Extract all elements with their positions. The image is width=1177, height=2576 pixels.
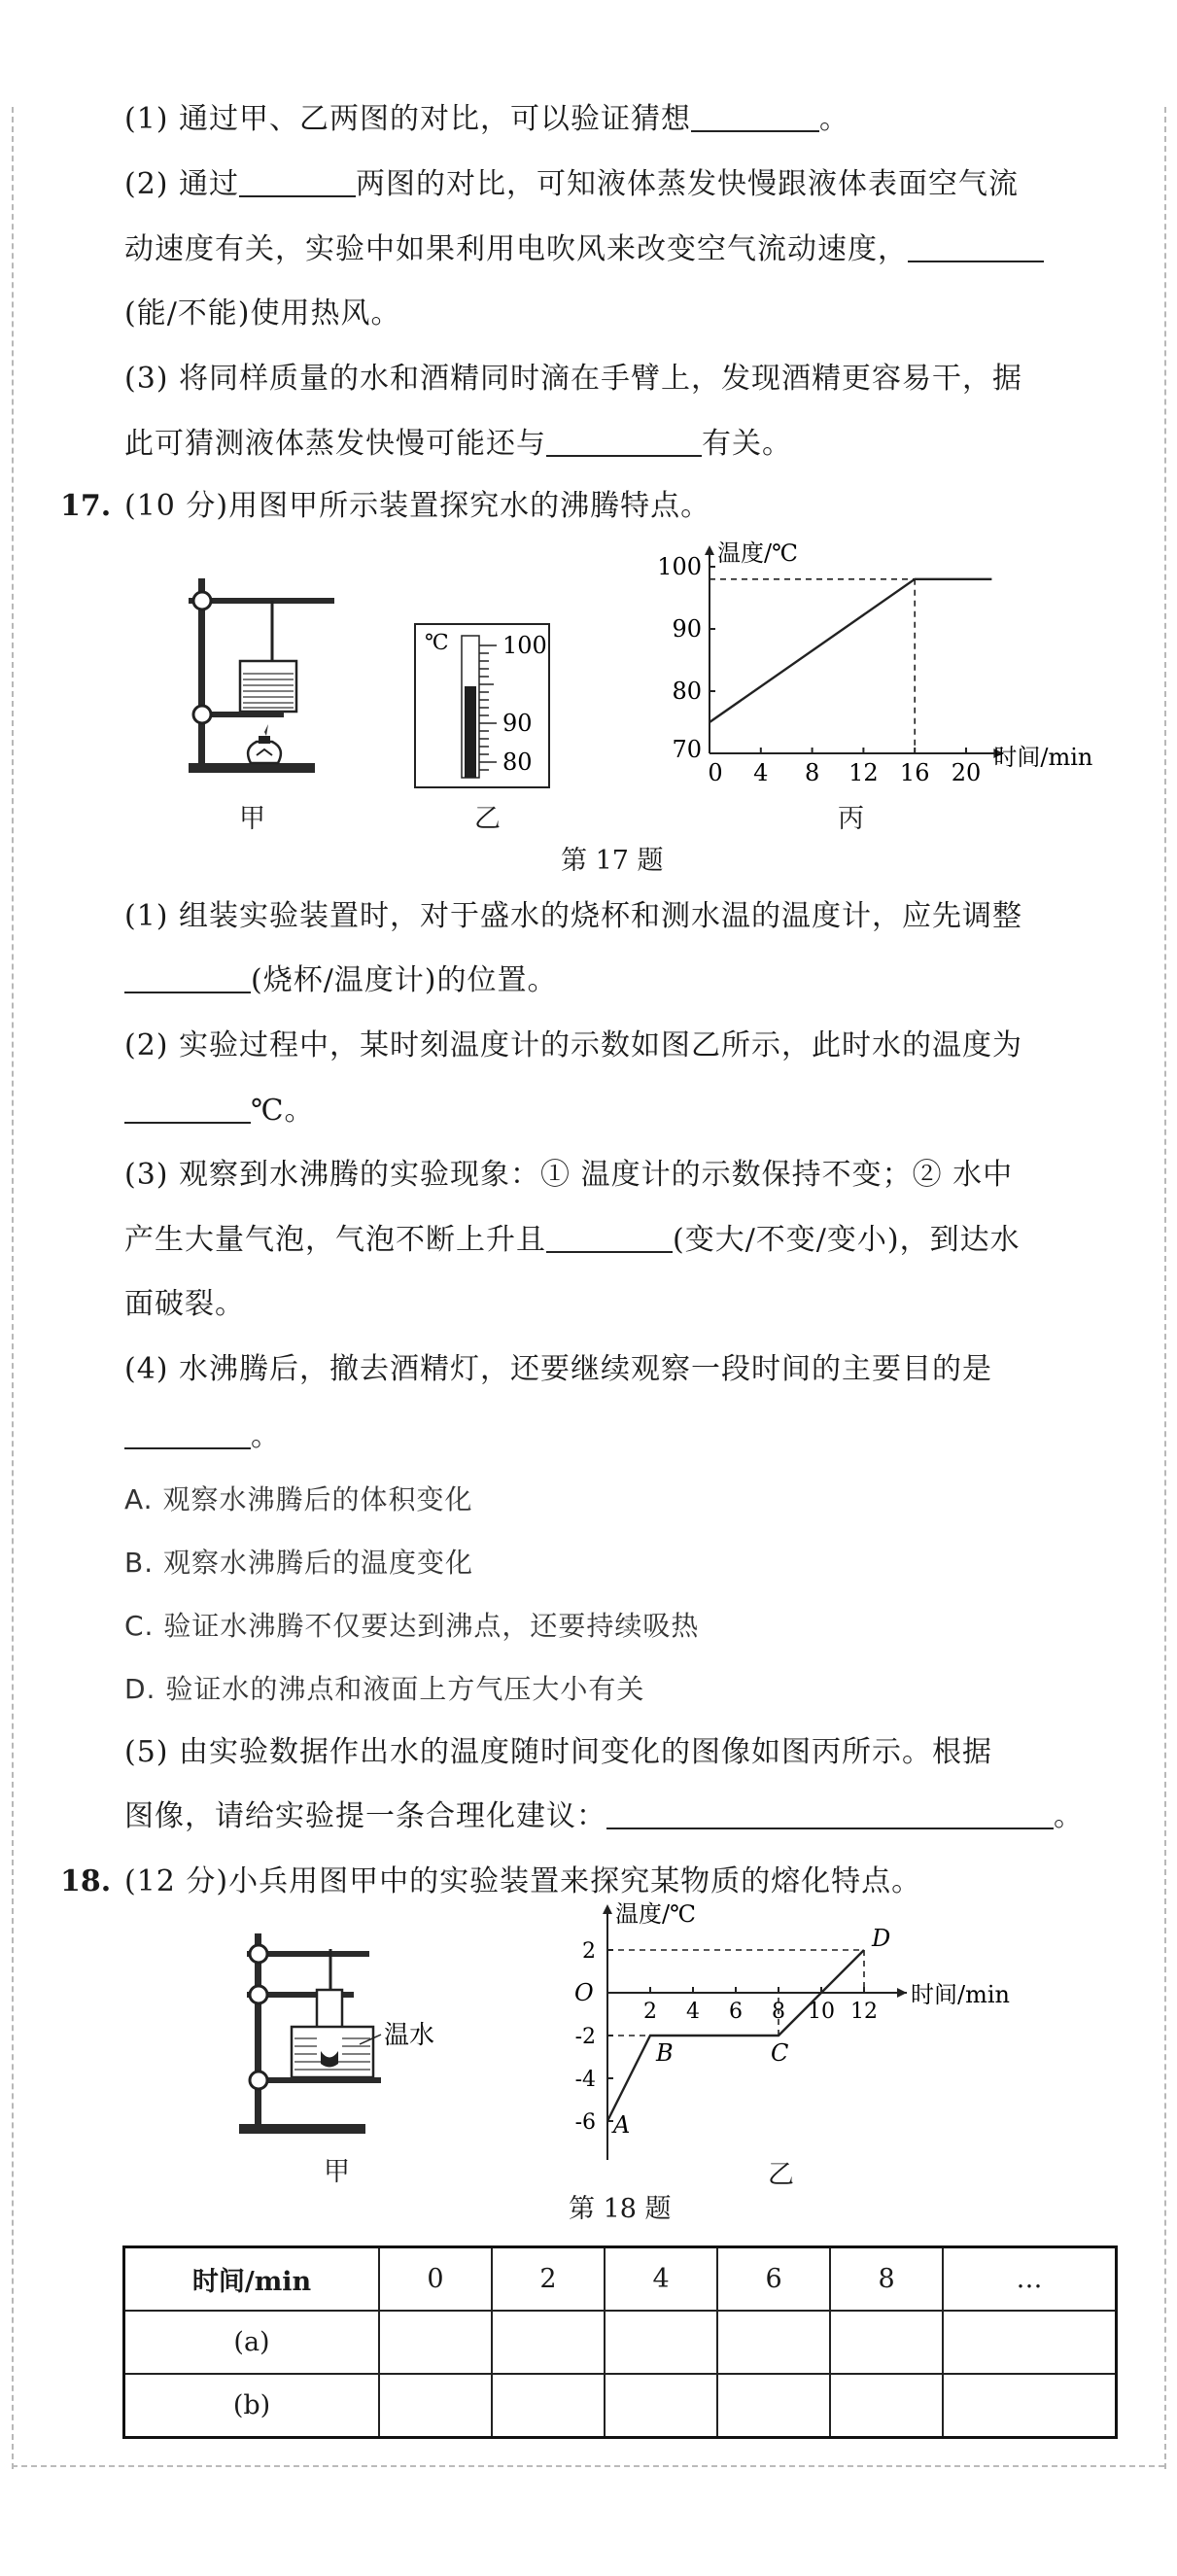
x-axis-label: 时间/min xyxy=(993,744,1093,771)
q16-line-5: (3) 将同样质量的水和酒精同时滴在手臂上，发现酒精更容易干，据 xyxy=(124,362,1023,396)
q16-line-6 xyxy=(124,412,1125,476)
y-tick-label: 2 xyxy=(582,1939,596,1964)
q16-text: 动速度有关，实验中如果利用电吹风来改变空气流动速度， xyxy=(124,232,908,266)
q18-data-table xyxy=(122,2245,1118,2439)
x-tick-label: 20 xyxy=(951,759,982,786)
thermo-unit: ℃ xyxy=(425,631,449,655)
x-tick-label: 4 xyxy=(753,759,769,786)
table-cell[interactable] xyxy=(830,2374,943,2438)
series-line xyxy=(607,1950,864,2121)
point-label-b: B xyxy=(656,2039,674,2067)
table-row xyxy=(124,2311,1117,2374)
y-tick-label: -4 xyxy=(574,2068,596,2092)
q17-title: (10 分)用图甲所示装置探究水的沸腾特点。 xyxy=(124,489,711,523)
bottom-dashed-rule xyxy=(12,2465,1164,2467)
q17-s3-line1: (3) 观察到水沸腾的实验现象：① 温度计的示数保持不变；② 水中 xyxy=(124,1158,1014,1192)
stand-base xyxy=(189,763,315,773)
answer-blank[interactable] xyxy=(606,1794,1054,1829)
q16-line-2 xyxy=(124,153,1125,217)
q17-text: ℃。 xyxy=(251,1094,315,1128)
x-tick-label: 6 xyxy=(729,2000,743,2024)
table-row xyxy=(124,2374,1117,2438)
table-cell[interactable] xyxy=(492,2311,605,2374)
x-axis-arrow xyxy=(897,1988,907,1998)
q17-label-bing: 丙 xyxy=(838,804,864,834)
q18-caption: 第 18 题 xyxy=(569,2194,672,2224)
y-tick-label: 100 xyxy=(657,553,702,580)
table-cell[interactable] xyxy=(605,2311,717,2374)
q17-option-a[interactable]: A. 观察水沸腾后的体积变化 xyxy=(124,1483,473,1515)
q17-s5-line2 xyxy=(124,1785,1125,1849)
table-header-cell: … xyxy=(943,2247,1116,2312)
q17-s4-line1: (4) 水沸腾后，撤去酒精灯，还要继续观察一段时间的主要目的是 xyxy=(124,1352,993,1386)
q17-s5-line1: (5) 由实验数据作出水的温度随时间变化的图像如图丙所示。根据 xyxy=(124,1735,993,1769)
table-header-cell: 2 xyxy=(492,2247,605,2312)
q17-text: 。 xyxy=(251,1419,281,1453)
q16-text: 。 xyxy=(819,102,850,136)
table-header-cell: 时间/min xyxy=(124,2247,380,2312)
q17-option-d[interactable]: D. 验证水的沸点和液面上方气压大小有关 xyxy=(124,1673,645,1705)
y-axis-arrow xyxy=(603,1904,612,1914)
q17-text: (烧杯/温度计)的位置。 xyxy=(251,963,558,997)
table-row-label: (b) xyxy=(124,2374,380,2438)
q17-label-yi: 乙 xyxy=(474,804,501,834)
q17-option-c[interactable]: C. 验证水沸腾不仅要达到沸点，还要持续吸热 xyxy=(124,1610,700,1642)
answer-blank[interactable] xyxy=(124,958,251,993)
q17-number: 17. xyxy=(60,489,112,523)
y-tick-label: -6 xyxy=(574,2110,596,2135)
x-tick-label: 10 xyxy=(808,2000,835,2024)
answer-blank[interactable] xyxy=(691,97,819,132)
table-cell[interactable] xyxy=(605,2374,717,2438)
beaker xyxy=(240,661,296,712)
table-header-cell: 4 xyxy=(605,2247,717,2312)
thermo-tick: 90 xyxy=(502,710,533,737)
q16-text: 此可猜测液体蒸发快慢可能还与 xyxy=(124,427,546,461)
table-header-row xyxy=(124,2247,1117,2312)
q17-s2-line1: (2) 实验过程中，某时刻温度计的示数如图乙所示，此时水的温度为 xyxy=(124,1028,1023,1062)
point-label-a: A xyxy=(613,2111,631,2139)
q17-text: 产生大量气泡，气泡不断上升且 xyxy=(124,1223,546,1257)
q16-text: (1) 通过甲、乙两图的对比，可以验证猜想 xyxy=(124,102,692,136)
q18-label-yi: 乙 xyxy=(768,2160,794,2190)
table-cell[interactable] xyxy=(943,2311,1116,2374)
y-tick-label: 90 xyxy=(672,615,702,643)
q17-apparatus-figure xyxy=(175,569,340,792)
thermo-tick: 80 xyxy=(502,748,533,776)
y-axis-arrow xyxy=(705,545,714,555)
x-tick-label: 0 xyxy=(708,759,723,786)
table-cell[interactable] xyxy=(379,2374,492,2438)
table-cell[interactable] xyxy=(379,2311,492,2374)
q17-s2-line2 xyxy=(124,1079,1125,1143)
answer-blank[interactable] xyxy=(546,1218,673,1253)
mercury-column xyxy=(465,686,476,778)
q16-text: 有关。 xyxy=(702,427,792,461)
answer-blank[interactable] xyxy=(546,422,702,457)
q16-line-3 xyxy=(124,218,1125,282)
x-tick-label: 16 xyxy=(899,759,930,786)
table-cell[interactable] xyxy=(943,2374,1116,2438)
q18-title: (12 分)小兵用图甲中的实验装置来探究某物质的熔化特点。 xyxy=(124,1864,922,1898)
q18-apparatus-figure xyxy=(233,1930,447,2148)
thermo-tick: 100 xyxy=(502,632,547,659)
y-tick-label: 80 xyxy=(672,678,702,705)
table-header-cell: 0 xyxy=(379,2247,492,2312)
q17-text: (变大/不变/变小)，到达水 xyxy=(673,1223,1021,1257)
q18-number: 18. xyxy=(60,1864,112,1898)
answer-blank[interactable] xyxy=(124,1089,251,1124)
y-axis-label: 温度/℃ xyxy=(717,540,798,567)
x-tick-label: 2 xyxy=(643,2000,657,2024)
x-tick-label: 12 xyxy=(850,2000,878,2024)
x-tick-label: 4 xyxy=(686,2000,700,2024)
x-tick-label: 8 xyxy=(804,759,820,786)
q17-temperature-chart xyxy=(641,540,1093,792)
right-dashed-margin xyxy=(1164,107,1166,2469)
y-axis-label: 温度/℃ xyxy=(615,1900,696,1928)
q17-s3-line2 xyxy=(124,1208,1125,1272)
q18-label-jia: 甲 xyxy=(324,2157,350,2187)
x-axis-label: 时间/min xyxy=(911,1981,1010,2008)
left-dashed-margin xyxy=(12,107,14,2469)
table-cell[interactable] xyxy=(492,2374,605,2438)
warm-water-label: 温水 xyxy=(384,2021,435,2050)
q16-text: 两图的对比，可知液体蒸发快慢跟液体表面空气流 xyxy=(356,167,1020,201)
q18-melting-chart xyxy=(520,1900,1025,2148)
table-header-cell: 6 xyxy=(717,2247,830,2312)
q16-text: (2) 通过 xyxy=(124,167,240,201)
table-row-label: (a) xyxy=(124,2311,380,2374)
q16-line-1 xyxy=(124,87,1125,152)
answer-blank[interactable] xyxy=(124,1414,251,1449)
y-tick-label: 70 xyxy=(672,736,702,763)
q17-caption: 第 17 题 xyxy=(561,846,664,876)
q17-s1-line1: (1) 组装实验装置时，对于盛水的烧杯和测水温的温度计，应先调整 xyxy=(124,899,1023,933)
q17-s1-line2 xyxy=(124,949,1125,1013)
q17-option-b[interactable]: B. 观察水沸腾后的温度变化 xyxy=(124,1547,474,1579)
q17-label-jia: 甲 xyxy=(239,804,265,834)
series-line xyxy=(710,579,991,722)
q17-s4-line2 xyxy=(124,1405,1125,1469)
alcohol-lamp xyxy=(248,742,281,763)
y-tick-label: -2 xyxy=(574,2025,596,2049)
table-cell[interactable] xyxy=(717,2374,830,2438)
point-label-c: C xyxy=(771,2039,789,2067)
q17-text: 图像，请给实验提一条合理化建议： xyxy=(124,1799,606,1833)
table-cell[interactable] xyxy=(717,2311,830,2374)
answer-blank[interactable] xyxy=(908,227,1044,262)
q17-thermometer-figure xyxy=(413,622,559,792)
q16-line-4: (能/不能)使用热风。 xyxy=(124,296,401,331)
x-tick-label: 12 xyxy=(848,759,879,786)
origin-label: O xyxy=(574,1979,594,2006)
answer-blank[interactable] xyxy=(239,162,356,197)
table-header-cell: 8 xyxy=(830,2247,943,2312)
q17-s3-line3: 面破裂。 xyxy=(124,1287,245,1321)
point-label-d: D xyxy=(872,1925,891,1952)
q17-text: 。 xyxy=(1054,1799,1084,1833)
table-cell[interactable] xyxy=(830,2311,943,2374)
x-tick-label: 8 xyxy=(772,2000,785,2024)
